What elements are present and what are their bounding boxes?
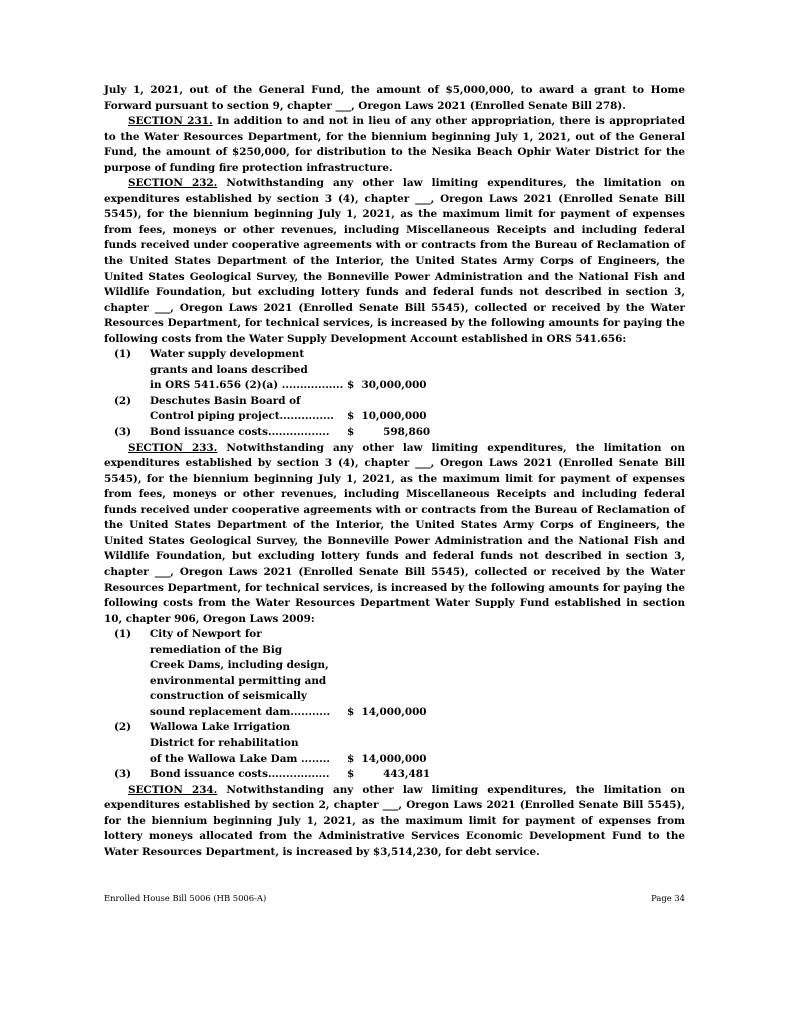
- item-number: (2): [114, 394, 132, 407]
- document-body: [104, 83, 685, 860]
- item-description-line: City of Newport for: [150, 628, 262, 641]
- appropriation-item: [104, 394, 685, 425]
- appropriation-item: [104, 627, 685, 720]
- item-description-line: Water supply development: [150, 348, 305, 361]
- item-number: (1): [114, 628, 132, 641]
- appropriation-item: [104, 720, 685, 767]
- appropriation-item: [104, 767, 685, 783]
- item-description-line: remediation of the Big: [150, 643, 283, 656]
- section-heading: SECTION 233.: [128, 441, 218, 454]
- item-description-line: sound replacement dam...........: [150, 705, 331, 718]
- item-description-line: construction of seismically: [150, 690, 307, 703]
- page-footer: [104, 893, 685, 903]
- item-description: [150, 425, 347, 441]
- section-text: Notwithstanding any other law limiting expenditures, the limitation on expenditures established by section 3 (4), chapter ___, Oregon Laws 2021 (Enrolled Senate Bill 5545), for the biennium beginning July 1, 2021, as the maximum limit for payment of expenses from fees, moneys or other revenues, including Miscellaneous Receipts and including federal funds received under cooperative agreements with or contracts from the Bureau of Reclamation of the United States Department of the Interior, the United States Army Corps of Engineers, the United States Geological Survey, the Bonneville Power Administration and the National Fish and Wildlife Foundation, but excluding lottery funds and federal funds not described in section 3, chapter ___, Oregon Laws 2021 (Enrolled Senate Bill 5545), collected or received by the Water Resources Department, for technical services, is increased by the following amounts for paying the following costs from the Water Supply Development Account established in ORS 541.656:: [104, 177, 685, 345]
- item-number: (3): [114, 426, 132, 439]
- appropriation-item: [104, 347, 685, 394]
- page-number: Page 34: [651, 893, 685, 903]
- item-description: [150, 627, 347, 720]
- section-heading: SECTION 234.: [128, 783, 218, 796]
- item-number: (3): [114, 768, 132, 781]
- item-description-line: Control piping project...............: [150, 410, 334, 423]
- section-text: In addition to and not in lieu of any other appropriation, there is appropriated to the Water Resources Department, for the biennium beginning July 1, 2021, out of the General Fund, the amount of $250,000, for distribution to the Nesika Beach Ophir Water District for the purpose of funding fire protection infrastructure.: [104, 115, 685, 174]
- section-232-items: [104, 347, 685, 440]
- item-amount: $ 598,860: [347, 426, 431, 439]
- item-description-line: in ORS 541.656 (2)(a) .................: [150, 379, 344, 392]
- item-description-line: District for rehabilitation: [150, 736, 299, 749]
- section-text: Notwithstanding any other law limiting expenditures, the limitation on expenditures established by section 2, chapter ___, Oregon Laws 2021 (Enrolled Senate Bill 5545), for the biennium beginning July 1, 2021, as the maximum limit for payment of expenses from lottery moneys allocated from the Administrative Services Economic Development Fund to the Water Resources Department, is increased by $3,514,230, for debt service.: [104, 783, 685, 858]
- item-description-line: grants and loans described: [150, 363, 308, 376]
- item-description-line: Bond issuance costs.................: [150, 426, 330, 439]
- item-description: [150, 720, 347, 767]
- item-description: [150, 767, 347, 783]
- item-number: (2): [114, 721, 132, 734]
- item-amount: $ 14,000,000: [347, 752, 427, 765]
- section-233: [104, 441, 685, 628]
- section-text: Notwithstanding any other law limiting expenditures, the limitation on expenditures established by section 3 (4), chapter ___, Oregon Laws 2021 (Enrolled Senate Bill 5545), for the biennium beginning July 1, 2021, as the maximum limit for payment of expenses from fees, moneys or other revenues, including Miscellaneous Receipts and including federal funds received under cooperative agreements with or contracts from the Bureau of Reclamation of the United States Department of the Interior, the United States Army Corps of Engineers, the United States Geological Survey, the Bonneville Power Administration and the National Fish and Wildlife Foundation, but excluding lottery funds and federal funds not described in section 3, chapter ___, Oregon Laws 2021 (Enrolled Senate Bill 5545), collected or received by the Water Resources Department, for technical services, is increased by the following amounts for paying the following costs from the Water Resources Department Water Supply Fund established in section 10, chapter 906, Oregon Laws 2009:: [104, 441, 685, 625]
- item-amount: $ 14,000,000: [347, 705, 427, 718]
- item-amount: $ 10,000,000: [347, 410, 427, 423]
- item-description-line: environmental permitting and: [150, 674, 327, 687]
- item-description: [150, 347, 347, 394]
- section-234: [104, 783, 685, 861]
- item-amount: $ 30,000,000: [347, 379, 427, 392]
- item-description-line: Deschutes Basin Board of: [150, 394, 301, 407]
- intro-paragraph: July 1, 2021, out of the General Fund, the amount of $5,000,000, to award a grant to Home Forward pursuant to section 9, chapter ___, Oregon Laws 2021 (Enrolled Senate Bill 278).: [104, 84, 685, 112]
- item-description-line: Creek Dams, including design,: [150, 659, 329, 672]
- item-number: (1): [114, 348, 132, 361]
- section-232: [104, 176, 685, 347]
- section-231: [104, 114, 685, 176]
- footer-bill-name: Enrolled House Bill 5006 (HB 5006-A): [104, 893, 267, 903]
- section-heading: SECTION 231.: [128, 115, 213, 128]
- item-description-line: Bond issuance costs.................: [150, 768, 330, 781]
- item-description-line: of the Wallowa Lake Dam ........: [150, 752, 330, 765]
- section-heading: SECTION 232.: [128, 177, 218, 190]
- item-amount: $ 443,481: [347, 768, 431, 781]
- item-description-line: Wallowa Lake Irrigation: [150, 721, 291, 734]
- section-233-items: [104, 627, 685, 782]
- item-description: [150, 394, 347, 425]
- appropriation-item: [104, 425, 685, 441]
